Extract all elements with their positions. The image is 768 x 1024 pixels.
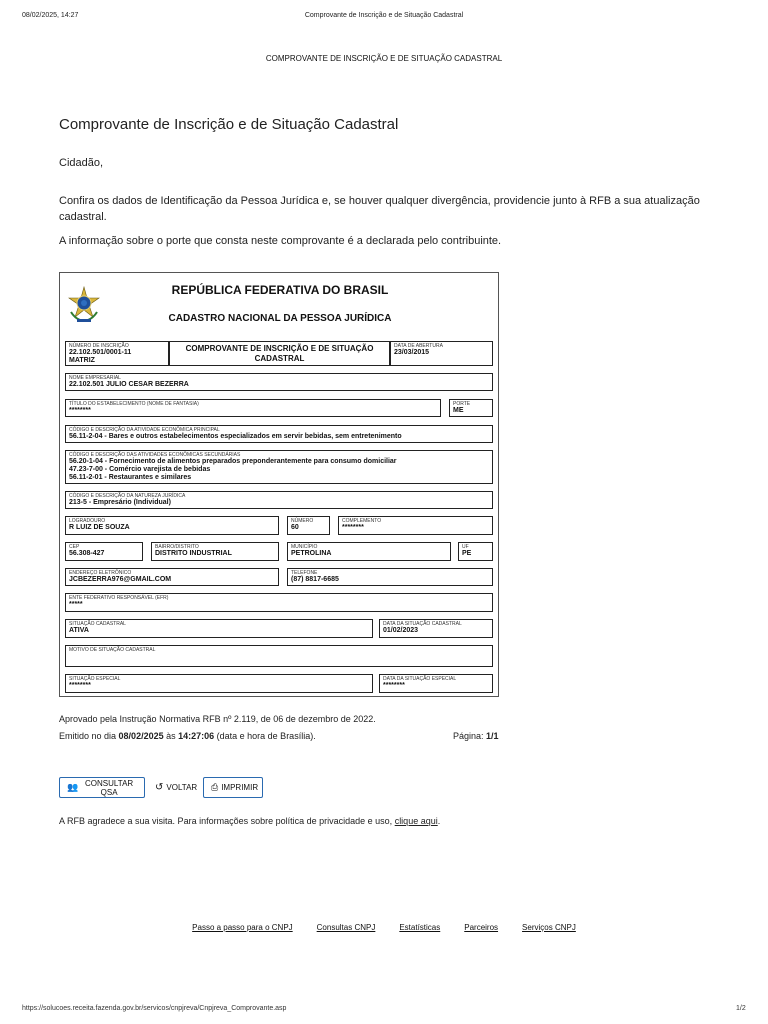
printer-icon: ⎙ xyxy=(211,782,219,792)
cep-field: CEP 56.308-427 xyxy=(65,542,143,561)
data-situacao-especial-field: DATA DA SITUAÇÃO ESPECIAL ******** xyxy=(379,674,493,693)
page-header: COMPROVANTE DE INSCRIÇÃO E DE SITUAÇÃO CADASTRAL xyxy=(265,54,503,63)
registry-heading: CADASTRO NACIONAL DA PESSOA JURÍDICA xyxy=(168,313,392,324)
approval-note: Aprovado pela Instrução Normativa RFB nº 2.119, de 06 de dezembro de 2022. xyxy=(59,714,376,724)
list-item: 56.20-1-04 - Fornecimento de alimentos preparados preponderantemente para consumo domiciliar xyxy=(69,458,397,465)
instruction-paragraph: Confira os dados de Identificação da Pessoa Jurídica e, se houver qualquer divergência, providencie junto à RFB a sua atualização cadastral. xyxy=(59,195,700,223)
nome-empresarial-field: NOME EMPRESARIAL 22.102.501 JULIO CESAR BEZERRA xyxy=(65,373,493,391)
bairro-field: BAIRRO/DISTRITO DISTRITO INDUSTRIAL xyxy=(151,542,279,561)
footer-link-estatisticas[interactable]: Estatísticas xyxy=(399,923,441,932)
list-item: 56.11-2-01 - Restaurantes e similares xyxy=(69,474,192,481)
page-title: Comprovante de Inscrição e de Situação Cadastral xyxy=(59,116,399,133)
porte-note: A informação sobre o porte que consta neste comprovante é a declarada pelo contribuinte. xyxy=(59,235,502,247)
list-item: 47.23-7-00 - Comércio varejista de bebidas xyxy=(69,466,211,473)
nome-fantasia-field: TÍTULO DO ESTABELECIMENTO (NOME DE FANTASIA) ******** xyxy=(65,399,441,417)
footer-link-consultas[interactable]: Consultas CNPJ xyxy=(316,923,376,932)
complemento-field: COMPLEMENTO ******** xyxy=(338,516,493,535)
comprovante-title-box: COMPROVANTE DE INSCRIÇÃO E DE SITUAÇÃO CADASTRAL xyxy=(169,341,390,366)
footer-nav xyxy=(0,923,768,932)
footer-link-passo-a-passo[interactable]: Passo a passo para o CNPJ xyxy=(192,923,293,932)
page-indicator: Página: 1/1 xyxy=(453,731,499,741)
uf-field: UF PE xyxy=(458,542,493,561)
email-field: ENDEREÇO ELETRÔNICO JCBEZERRA976@GMAIL.COM xyxy=(65,568,279,586)
privacy-note: A RFB agradece a sua visita. Para informações sobre política de privacidade e uso, clique aqui. xyxy=(59,816,441,826)
logradouro-field: LOGRADOURO R LUIZ DE SOUZA xyxy=(65,516,279,535)
telefone-field: TELEFONE (87) 8817-6685 xyxy=(287,568,493,586)
motivo-situacao-field: MOTIVO DE SITUAÇÃO CADASTRAL xyxy=(65,645,493,667)
print-page-number: 1/2 xyxy=(736,1005,746,1012)
natureza-juridica-field: CÓDIGO E DESCRIÇÃO DA NATUREZA JURÍDICA 213-5 - Empresário (Individual) xyxy=(65,491,493,509)
inscricao-field: NÚMERO DE INSCRIÇÃO 22.102.501/0001-11 MATRIZ xyxy=(65,341,169,366)
print-doc-title: Comprovante de Inscrição e de Situação Cadastral xyxy=(304,12,464,19)
footer-link-servicos[interactable]: Serviços CNPJ xyxy=(522,923,576,932)
situacao-cadastral-field: SITUAÇÃO CADASTRAL ATIVA xyxy=(65,619,373,638)
print-url: https://solucoes.receita.fazenda.gov.br/servicos/cnpjreva/Cnpjreva_Comprovante.asp xyxy=(22,1005,287,1012)
municipio-field: MUNICÍPIO PETROLINA xyxy=(287,542,451,561)
emission-info: Emitido no dia 08/02/2025 às 14:27:06 (data e hora de Brasília). xyxy=(59,731,316,741)
footer-link-parceiros[interactable]: Parceiros xyxy=(464,923,499,932)
undo-icon: ↺ xyxy=(155,782,164,793)
efr-field: ENTE FEDERATIVO RESPONSÁVEL (EFR) ***** xyxy=(65,593,493,612)
privacy-link[interactable]: clique aqui xyxy=(394,816,438,826)
cnpj-certificate xyxy=(59,272,499,697)
porte-field: PORTE ME xyxy=(449,399,493,417)
voltar-button[interactable]: ↺ VOLTAR xyxy=(148,777,200,798)
greeting: Cidadão, xyxy=(59,157,104,169)
atividade-principal-field: CÓDIGO E DESCRIÇÃO DA ATIVIDADE ECONÔMICA PRINCIPAL 56.11-2-04 - Bares e outros estabelecimentos especializados em servir bebidas, sem entretenimento xyxy=(65,425,493,443)
republic-heading: REPÚBLICA FEDERATIVA DO BRASIL xyxy=(171,283,389,297)
consultar-qsa-button[interactable]: 👥 CONSULTAR QSA xyxy=(59,777,145,798)
abertura-field: DATA DE ABERTURA 23/03/2015 xyxy=(390,341,493,366)
users-icon: 👥 xyxy=(67,782,79,792)
data-situacao-field: DATA DA SITUAÇÃO CADASTRAL 01/02/2023 xyxy=(379,619,493,638)
numero-field: NÚMERO 60 xyxy=(287,516,330,535)
print-datetime: 08/02/2025, 14:27 xyxy=(22,12,79,19)
situacao-especial-field: SITUAÇÃO ESPECIAL ******** xyxy=(65,674,373,693)
atividades-secundarias-field: CÓDIGO E DESCRIÇÃO DAS ATIVIDADES ECONÔMICAS SECUNDÁRIAS 56.20-1-04 - Fornecimento de alimentos preparados preponderantemente para consumo domiciliar 47.23-7-00 - Comércio varejista de bebidas 56.11-2-01 - Restaurantes e similares xyxy=(65,450,493,484)
imprimir-button[interactable]: ⎙ IMPRIMIR xyxy=(203,777,263,798)
